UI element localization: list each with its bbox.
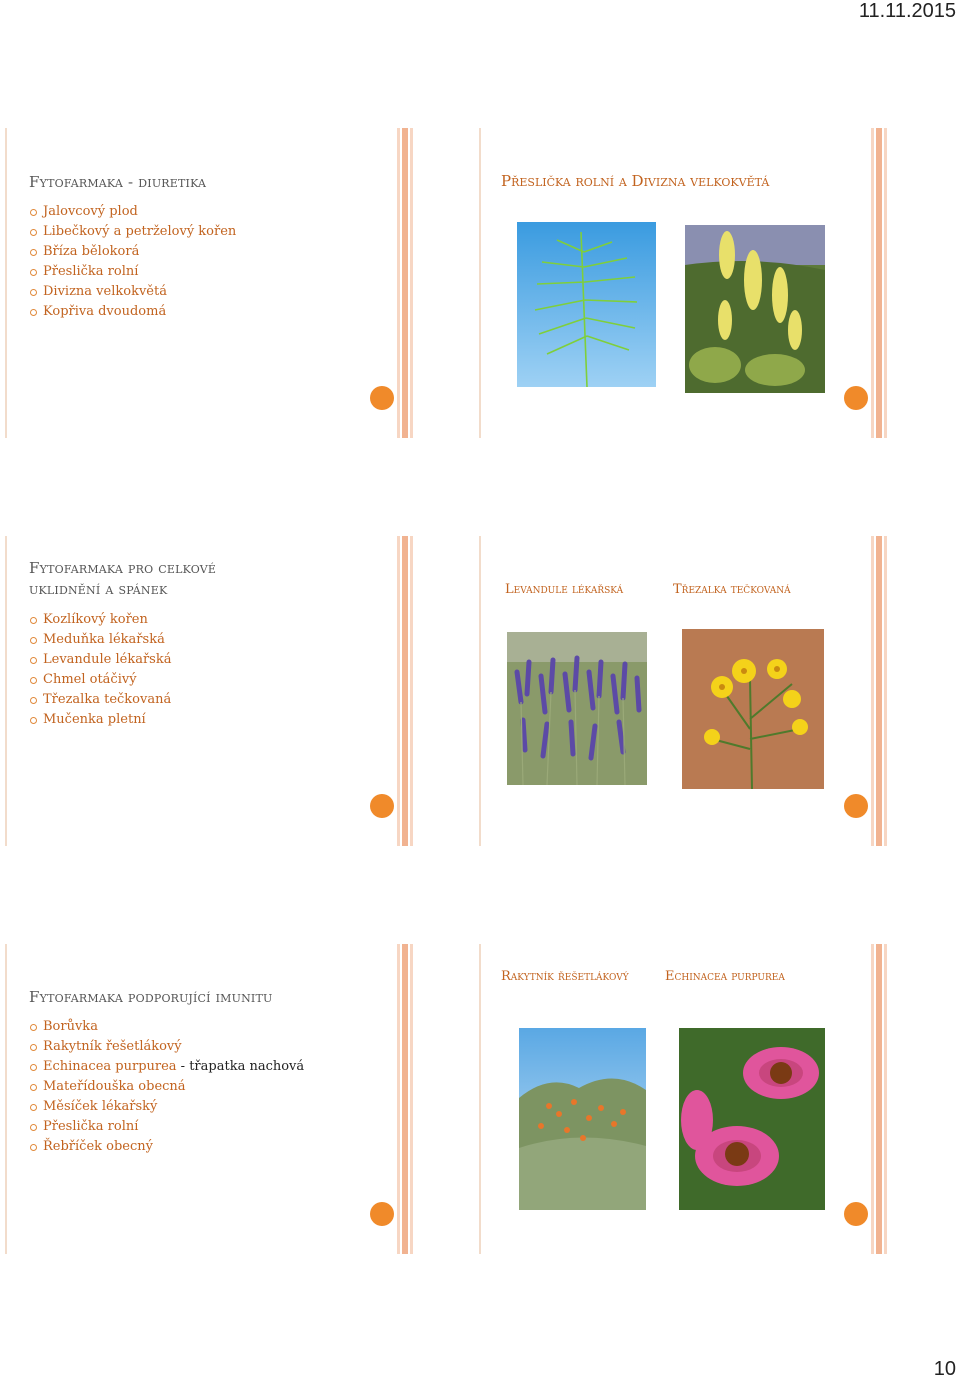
slide-side-bar bbox=[871, 944, 887, 1254]
slide-edge bbox=[479, 128, 481, 438]
list-item: Levandule lékařská bbox=[29, 650, 171, 670]
slide-edge bbox=[479, 944, 481, 1254]
sea-buckthorn-photo bbox=[519, 1028, 646, 1210]
list-item: Kozlíkový kořen bbox=[29, 610, 171, 630]
caption-st-johns-wort: Třezalka tečkovaná bbox=[673, 582, 791, 597]
slide-title: Fytofarmaka podporující imunitu bbox=[29, 988, 273, 1006]
list-item: Přeslička rolní bbox=[29, 1117, 304, 1137]
list-item-echinacea-name: Echinacea purpurea bbox=[43, 1059, 177, 1074]
slide-edge bbox=[5, 128, 7, 438]
list-item: Mateřídouška obecná bbox=[29, 1077, 304, 1097]
list-item: Kopřiva dvoudomá bbox=[29, 302, 236, 322]
slide-dot bbox=[370, 386, 394, 410]
bullet-list bbox=[29, 1017, 304, 1157]
slide-side-bar bbox=[871, 536, 887, 846]
list-item: Libečkový a petrželový kořen bbox=[29, 222, 236, 242]
header-date: 11.11.2015 bbox=[858, 0, 956, 22]
slide-edge bbox=[479, 536, 481, 846]
slide-diuretika bbox=[5, 128, 413, 438]
list-item: Mučenka pletní bbox=[29, 710, 171, 730]
list-item: Meduňka lékařská bbox=[29, 630, 171, 650]
slide-rakytnik-echinacea bbox=[479, 944, 887, 1254]
list-item: Řebříček obecný bbox=[29, 1137, 304, 1157]
list-item: Borůvka bbox=[29, 1017, 304, 1037]
bullet-list bbox=[29, 610, 171, 730]
slide-side-bar bbox=[871, 128, 887, 438]
slide-dot bbox=[370, 794, 394, 818]
echinacea-photo bbox=[679, 1028, 825, 1210]
list-item-echinacea-czech: - třapatka nachová bbox=[176, 1059, 305, 1074]
slide-title: Přeslička rolní a Divizna velkokvětá bbox=[501, 172, 770, 190]
caption-echinacea: Echinacea purpurea bbox=[665, 969, 785, 984]
slide-imunita bbox=[5, 944, 413, 1254]
slide-dot bbox=[844, 1202, 868, 1226]
slide-title-line-2: uklidnění a spánek bbox=[29, 580, 168, 598]
list-item-echinacea bbox=[29, 1057, 304, 1077]
list-item: Jalovcový plod bbox=[29, 202, 236, 222]
list-item: Přeslička rolní bbox=[29, 262, 236, 282]
caption-lavender: Levandule lékařská bbox=[505, 582, 624, 597]
list-item: Měsíček lékařský bbox=[29, 1097, 304, 1117]
list-item: Bříza bělokorá bbox=[29, 242, 236, 262]
list-item: Třezalka tečkovaná bbox=[29, 690, 171, 710]
page-number: 10 bbox=[933, 1358, 956, 1380]
slide-side-bar bbox=[397, 128, 413, 438]
list-item: Divizna velkokvětá bbox=[29, 282, 236, 302]
slide-edge bbox=[5, 944, 7, 1254]
slide-levandule-trezalka bbox=[479, 536, 887, 846]
slide-dot bbox=[370, 1202, 394, 1226]
slide-side-bar bbox=[397, 944, 413, 1254]
st-johns-wort-photo bbox=[682, 629, 824, 789]
bullet-list bbox=[29, 202, 236, 322]
slide-title: Fytofarmaka - diuretika bbox=[29, 173, 207, 191]
lavender-photo bbox=[507, 632, 647, 785]
slide-title-line-1: Fytofarmaka pro celkové bbox=[29, 559, 217, 577]
caption-sea-buckthorn: Rakytník řešetlákový bbox=[501, 969, 629, 984]
horsetail-photo bbox=[517, 222, 656, 387]
mullein-photo bbox=[685, 225, 825, 393]
list-item: Rakytník řešetlákový bbox=[29, 1037, 304, 1057]
slide-dot bbox=[844, 386, 868, 410]
slide-uklidneni bbox=[5, 536, 413, 846]
list-item: Chmel otáčivý bbox=[29, 670, 171, 690]
slide-edge bbox=[5, 536, 7, 846]
slide-preslicka-divizna bbox=[479, 128, 887, 438]
slide-side-bar bbox=[397, 536, 413, 846]
slide-dot bbox=[844, 794, 868, 818]
